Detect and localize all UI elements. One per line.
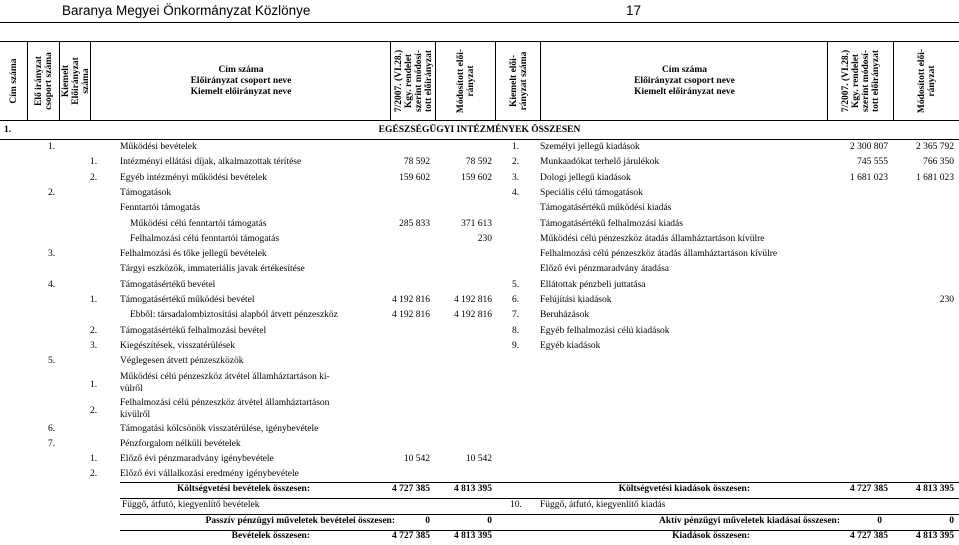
row-left-label: Támogatásértékű felhalmozási bevétel <box>120 325 267 336</box>
row-left-label: Pénzforgalom nélküli bevételek <box>120 438 241 449</box>
row-left-label-line1: Működési célú pénzeszköz átvétel államháztartáson ki- <box>120 371 330 382</box>
totals-row-osszesen <box>0 531 959 545</box>
col-right-modositott: Módosított elői-rányzat <box>893 42 959 120</box>
row-right-label: Felújítási kiadások <box>540 295 612 305</box>
row-item-number: 1. <box>90 379 98 390</box>
row-right-label: Egyéb felhalmozási célú kiadások <box>540 325 670 336</box>
table-row <box>0 188 959 202</box>
row-left-value-1: 159 602 <box>399 172 430 183</box>
row-left-value-2: 78 592 <box>465 157 492 168</box>
row-right-label: Munkaadókat terhelő járulékok <box>540 157 660 168</box>
table-row <box>0 142 959 156</box>
row-left-label: Felhalmozási és tőke jellegű bevételek <box>120 249 267 260</box>
row-left-value-1: 285 833 <box>399 218 430 229</box>
publication-title: Baranya Megyei Önkormányzat Közlönye <box>62 3 311 18</box>
row-group-number: 5. <box>48 356 56 367</box>
row-item-number: 3. <box>90 340 98 351</box>
table-row <box>0 424 959 438</box>
fuggo-kiad-num: 10. <box>510 500 522 510</box>
section-divider <box>0 139 959 140</box>
row-right-number: 9. <box>512 340 520 351</box>
row-right-value-1: 745 555 <box>857 157 888 168</box>
row-left-value-2: 230 <box>477 233 492 244</box>
row-item-number: 1. <box>90 454 98 465</box>
totals-rule-2 <box>120 514 959 515</box>
row-right-number: 6. <box>512 295 520 305</box>
col-right-rendelet-eloiranyzat: 7/2007. (VI.28.) Kgy. rendelet szerint módosí-tott előirányzat <box>827 42 894 120</box>
kolts-kiad-v1: 4 727 385 <box>850 484 888 494</box>
col-left-name: Cím száma Előirányzat csoport neve Kiemelt előirányzat neve <box>90 42 391 120</box>
totals-row-passziv <box>0 516 959 530</box>
fuggo-kiad-label: Függő, átfutó, kiegyenlítő kiadás <box>540 500 666 510</box>
row-right-label: Dologi jellegű kiadások <box>540 172 631 183</box>
bevetelek-label: Bevételek összesen: <box>231 531 310 541</box>
row-left-label: Támogatásértékű bevétel <box>120 279 216 290</box>
row-right-label: Beruházások <box>540 310 590 321</box>
section-title: EGÉSZSÉGÜGYI INTÉZMÉNYEK ÖSSZESEN <box>378 125 581 135</box>
row-left-value-2: 371 613 <box>461 218 492 229</box>
col-left-rendelet-eloiranyzat: 7/2007. (VI.28.) Kgy. rendelet szerint módosí-tott előirányzat <box>390 42 436 120</box>
row-right-label: Felhalmozási célú pénzeszköz átadás államháztartáson kívülre <box>540 249 778 260</box>
row-right-value-2: 1 681 023 <box>916 172 954 183</box>
bevetelek-v2: 4 813 395 <box>454 531 492 541</box>
aktiv-v1: 0 <box>877 516 882 526</box>
row-right-value-2: 230 <box>939 295 954 305</box>
row-left-label-line2: vülről <box>120 383 143 394</box>
table-row-wrapped <box>0 398 959 424</box>
row-left-label: Támogatási kölcsönök visszatérülése, igénybevétele <box>120 423 319 434</box>
fuggo-bev-label: Függő, átfutó, kiegyenlítő bevételek <box>122 500 260 510</box>
row-left-label: Működési bevételek <box>120 142 197 152</box>
row-left-label: Véglegesen átvett pénzeszközök <box>120 356 244 367</box>
table-row <box>0 264 959 278</box>
row-left-value-2: 159 602 <box>461 172 492 183</box>
col-eloiranyzat-csoport-szama: Elő irányzat csoport száma <box>27 42 60 120</box>
passziv-label: Passzív pénzügyi műveletek bevételei összesen: <box>205 516 395 526</box>
row-left-label-line1: Felhalmozási célú pénzeszköz átvétel államháztartáson <box>120 397 330 408</box>
row-item-number: 2. <box>90 469 98 480</box>
row-left-value-1: 4 192 816 <box>392 310 430 321</box>
row-left-value-1: 4 192 816 <box>392 295 430 305</box>
row-group-number: 1. <box>48 142 56 152</box>
table-row <box>0 326 959 340</box>
col-left-modositott: Módosított elői-rányzat <box>435 42 496 120</box>
row-group-number: 7. <box>48 438 56 449</box>
table-row <box>0 219 959 233</box>
kiadasok-v1: 4 727 385 <box>850 531 888 541</box>
table-row <box>0 310 959 324</box>
kiadasok-label: Kiadások összesen: <box>672 531 750 541</box>
row-right-number: 1. <box>512 142 520 152</box>
page-header <box>0 0 959 23</box>
row-item-number: 2. <box>90 325 98 336</box>
col-kiemelt-eloiranyzat-szama-right: Kiemelt elői-rányzat száma <box>495 42 541 120</box>
col-cim-szama: Cím száma <box>8 58 19 104</box>
row-left-label: Előző évi pénzmaradvány igénybevétele <box>120 454 274 465</box>
passziv-v1: 0 <box>425 516 430 526</box>
table-row <box>0 173 959 187</box>
aktiv-v2: 0 <box>949 516 954 526</box>
column-header-row <box>0 41 959 121</box>
table-row <box>0 203 959 217</box>
section-number: 1. <box>4 125 12 135</box>
row-item-number: 2. <box>90 405 98 416</box>
row-group-number: 6. <box>48 423 56 434</box>
table-row <box>0 341 959 355</box>
row-group-number: 2. <box>48 187 56 198</box>
row-item-number: 1. <box>90 157 98 168</box>
row-right-number: 8. <box>512 325 520 336</box>
row-left-label: Tárgyi eszközök, immateriális javak értékesítése <box>120 264 305 275</box>
row-right-label: Speciális célú támogatások <box>540 187 643 198</box>
row-left-label: Egyéb intézményi működési bevételek <box>120 172 267 183</box>
row-left-label: Támogatásértékű működési bevétel <box>120 295 255 305</box>
row-right-label: Előző évi pénzmaradvány átadása <box>540 264 669 275</box>
table-row <box>0 439 959 453</box>
kiadasok-v2: 4 813 395 <box>916 531 954 541</box>
row-left-label: Működési célú fenntartói támogatás <box>130 218 267 229</box>
row-left-label: Ebből: társadalombiztosítási alapból átvett pénzeszköz <box>130 310 338 321</box>
row-left-label: Kiegészítések, visszatérülések <box>120 340 236 351</box>
row-left-label: Támogatások <box>120 187 172 198</box>
totals-row-koltsegvetesi <box>0 484 959 498</box>
row-right-number: 2. <box>512 157 520 168</box>
row-left-label-line2: kívülről <box>120 409 151 420</box>
table-row <box>0 157 959 171</box>
section-title-row <box>0 125 959 139</box>
table-row <box>0 280 959 294</box>
row-left-label: Előző évi vállalkozási eredmény igénybevétele <box>120 469 299 480</box>
table-row <box>0 356 959 370</box>
row-right-number: 3. <box>512 172 520 183</box>
col-right-name: Cím száma Előirányzat csoport neve Kiemelt előirányzat neve <box>540 42 828 120</box>
row-item-number: 2. <box>90 172 98 183</box>
row-left-value-2: 10 542 <box>465 454 492 465</box>
row-right-label: Működési célú pénzeszköz átadás államháztartáson kívülre <box>540 233 765 244</box>
row-left-label: Intézményi ellátási díjak, alkalmazottak térítése <box>120 157 302 168</box>
row-right-label: Egyéb kiadások <box>540 340 601 351</box>
row-group-number: 4. <box>48 279 56 290</box>
col-kiemelt-eloiranyzat-szama: Kiemelt Előirányzat száma <box>59 42 91 120</box>
kolts-bev-v2: 4 813 395 <box>454 484 492 494</box>
row-left-value-2: 4 192 816 <box>454 295 492 305</box>
row-right-label: Személyi jellegű kiadások <box>540 142 640 152</box>
page-number: 17 <box>626 3 642 18</box>
table-row <box>0 234 959 248</box>
row-right-value-1: 1 681 023 <box>850 172 888 183</box>
totals-rule-1 <box>120 498 959 499</box>
row-left-value-2: 4 192 816 <box>454 310 492 321</box>
row-right-label: Ellátottak pénzbeli juttatása <box>540 279 646 290</box>
row-left-label: Fenntartói támogatás <box>120 203 200 214</box>
kolts-kiad-label: Költségvetési kiadások összesen: <box>618 484 750 494</box>
kolts-bev-label: Költségvetési bevételek összesen: <box>177 484 310 494</box>
aktiv-label: Aktív pénzügyi műveletek kiadásai összesen: <box>658 516 840 526</box>
totals-top-rule <box>120 482 959 483</box>
row-right-number: 4. <box>512 187 520 198</box>
passziv-v2: 0 <box>487 516 492 526</box>
row-group-number: 3. <box>48 249 56 260</box>
row-left-value-1: 78 592 <box>403 157 430 168</box>
row-right-value-2: 2 365 792 <box>916 142 954 152</box>
kolts-bev-v1: 4 727 385 <box>392 484 430 494</box>
row-right-number: 7. <box>512 310 520 321</box>
table-row-wrapped <box>0 372 959 398</box>
kolts-kiad-v2: 4 813 395 <box>916 484 954 494</box>
row-right-label: Támogatásértékű felhalmozási kiadás <box>540 218 683 229</box>
row-left-label: Felhalmozási célú fenntartói támogatás <box>130 233 280 244</box>
row-right-value-1: 2 300 807 <box>850 142 888 152</box>
row-right-number: 5. <box>512 279 520 290</box>
table-row <box>0 454 959 468</box>
row-right-label: Támogatásértékű működési kiadás <box>540 203 672 214</box>
totals-row-fuggo <box>0 500 959 514</box>
table-row <box>0 295 959 309</box>
row-right-value-2: 766 350 <box>923 157 954 168</box>
bevetelek-v1: 4 727 385 <box>392 531 430 541</box>
row-item-number: 1. <box>90 295 98 305</box>
row-left-value-1: 10 542 <box>403 454 430 465</box>
table-row <box>0 249 959 263</box>
